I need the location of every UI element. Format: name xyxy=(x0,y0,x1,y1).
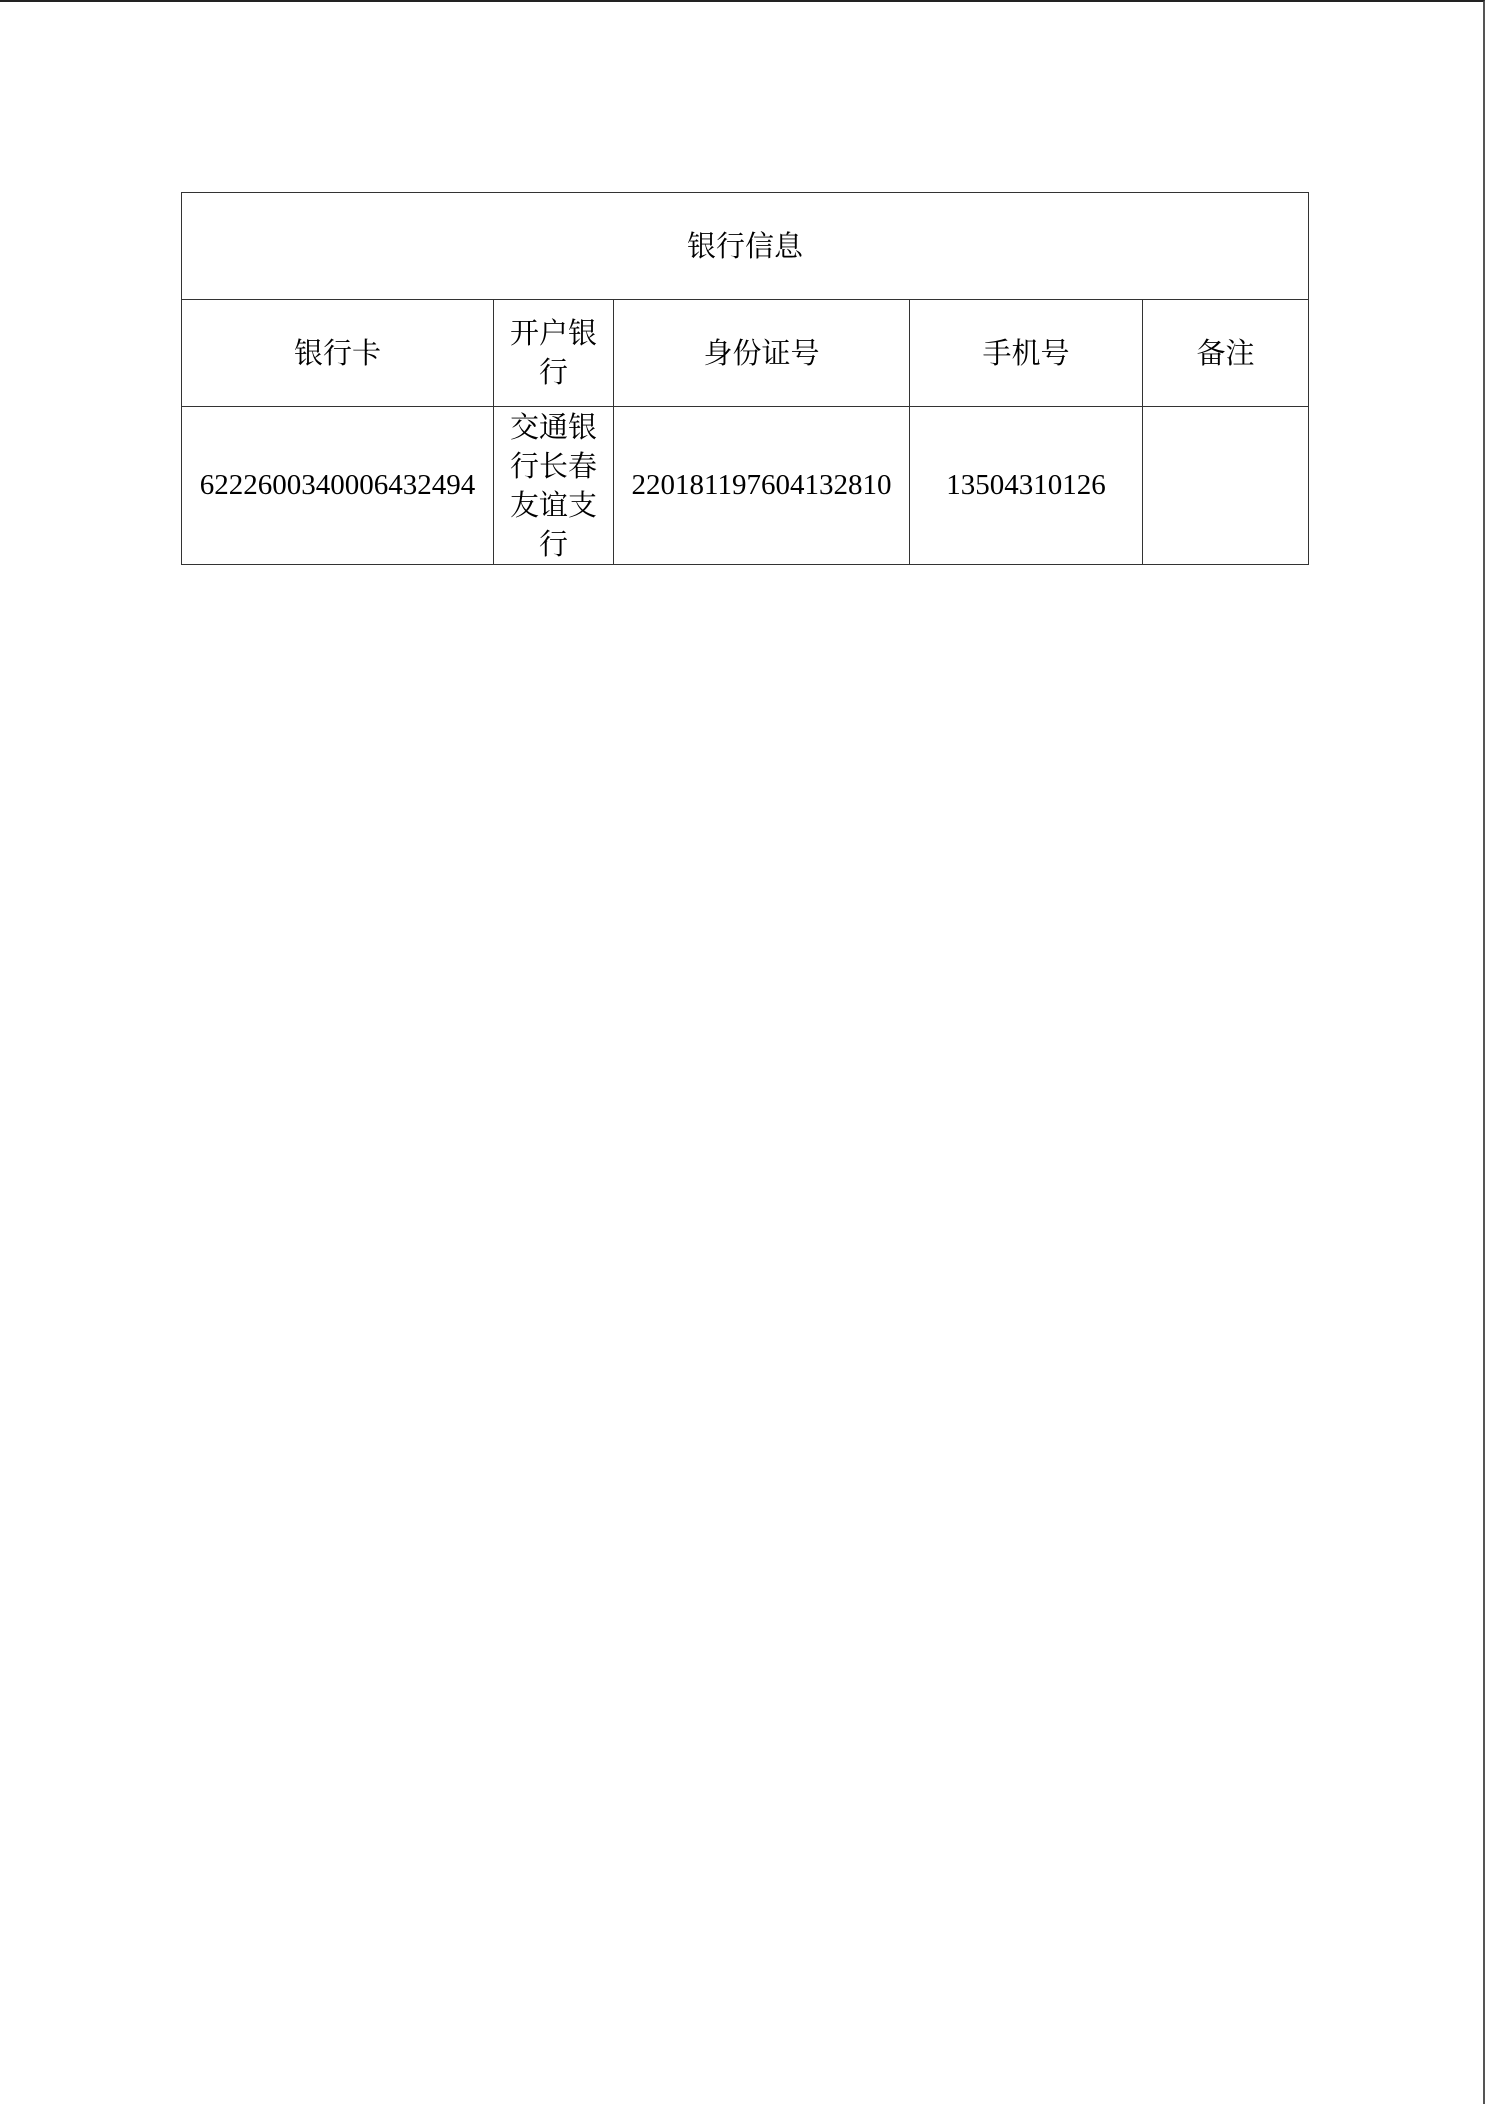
cell-phone: 13504310126 xyxy=(910,407,1143,565)
table-title-row xyxy=(182,193,1309,300)
header-opening-bank: 开户银行 xyxy=(494,300,614,407)
bank-info-table xyxy=(181,192,1309,565)
header-remarks: 备注 xyxy=(1143,300,1309,407)
cell-opening-bank: 交通银行长春友谊支行 xyxy=(494,407,614,565)
cell-bank-card: 6222600340006432494 xyxy=(182,407,494,565)
table-title: 银行信息 xyxy=(182,193,1309,300)
header-id-number: 身份证号 xyxy=(614,300,910,407)
table-header-row xyxy=(182,300,1309,407)
table-row xyxy=(182,407,1309,565)
cell-id-number: 220181197604132810 xyxy=(614,407,910,565)
header-bank-card: 银行卡 xyxy=(182,300,494,407)
header-phone: 手机号 xyxy=(910,300,1143,407)
cell-remarks xyxy=(1143,407,1309,565)
